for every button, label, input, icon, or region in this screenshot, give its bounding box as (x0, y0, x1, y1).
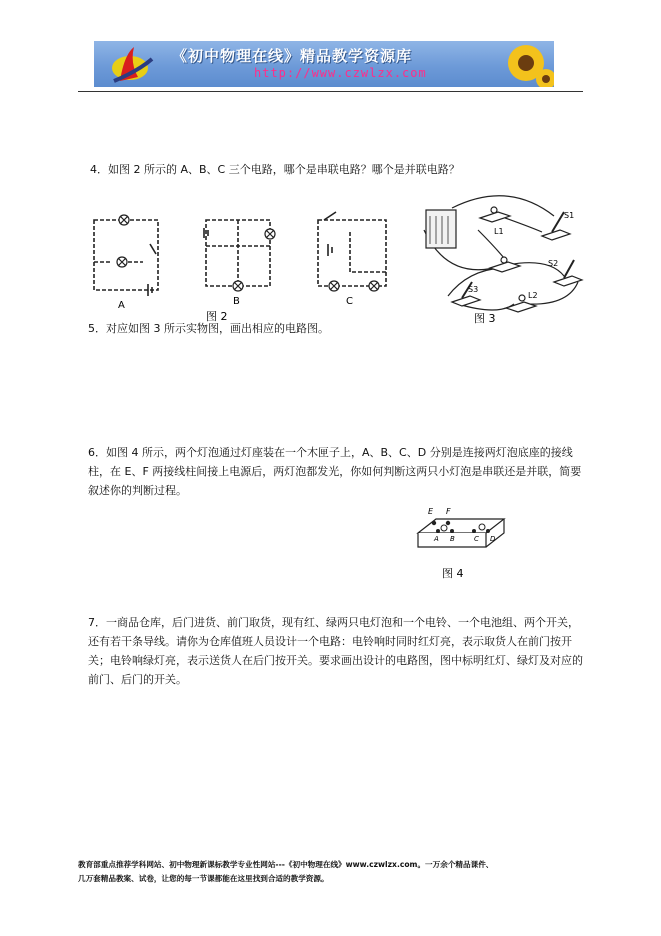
sunflower-icon (494, 41, 554, 87)
figure-3-label-s2: S2 (548, 259, 559, 268)
figure-4-label-e: E (428, 507, 434, 516)
figure-4-label-a: A (434, 535, 439, 543)
question-7: 7．一商品仓库，后门进货、前门取货，现有红、绿两只电灯泡和一个电铃、一个电池组、两个开关，还有若干条导线。请你为仓库值班人员设计一个电路：电铃响时同时红灯亮，表示取货人在前门按开关；电铃响绿灯亮，表示送货人在后门按开关。要求画出设计的电路图，图中标明红灯、绿灯及对应的前门、后门的开关。 (88, 616, 583, 686)
figure-3-caption: 图 3 (474, 312, 496, 325)
figure-4-label-f: F (446, 507, 451, 516)
question-6: 6．如图 4 所示，两个灯泡通过灯座装在一个木匣子上，A、B、C、D 分别是连接两灯泡底座的接线柱，在 E、F 两接线柱间接上电源后，两灯泡都发光，你如何判断这两只小灯泡是串联还是并联，简要叙述你的判断过程。 (88, 446, 582, 497)
figure-2-caption: 图 2 (206, 310, 228, 323)
header-divider (78, 91, 583, 92)
figure-2-circuits (88, 202, 398, 324)
site-logo-icon (94, 41, 164, 87)
header-banner (94, 41, 554, 87)
figure-2-label-a: A (118, 300, 125, 311)
figure-4-label-b: B (450, 535, 455, 543)
figure-2-label-c: C (346, 296, 353, 307)
figure-3-label-s1: S1 (564, 211, 575, 220)
figure-4-caption: 图 4 (442, 567, 464, 580)
footer-line-2: 几万套精品教案、试卷，让您的每一节课都能在这里找到合适的教学资源。 (78, 874, 329, 883)
figure-3-components (418, 186, 598, 326)
footer-line-1: 教育部重点推荐学科网站、初中物理新课标教学专业性网站---《初中物理在线》www.czwlzx.com。一万余个精品课件、 (78, 860, 494, 869)
figure-3-label-l2: L2 (528, 291, 538, 300)
site-url[interactable]: http://www.czwlzx.com (254, 66, 427, 80)
figure-3-label-s3: S3 (468, 285, 479, 294)
question-4: 4．如图 2 所示的 A、B、C 三个电路，哪个是串联电路？哪个是并联电路？ (90, 163, 460, 176)
figure-4-label-c: C (474, 535, 479, 543)
figure-2-label-b: B (233, 296, 240, 307)
site-title: 《初中物理在线》精品教学资源库 (172, 47, 413, 65)
figure-4-label-d: D (490, 535, 496, 543)
question-5: 5．对应如图 3 所示实物图，画出相应的电路图。 (88, 322, 329, 335)
figure-3-label-l1: L1 (494, 227, 504, 236)
figure-4-box (412, 503, 512, 583)
footer (78, 858, 598, 886)
